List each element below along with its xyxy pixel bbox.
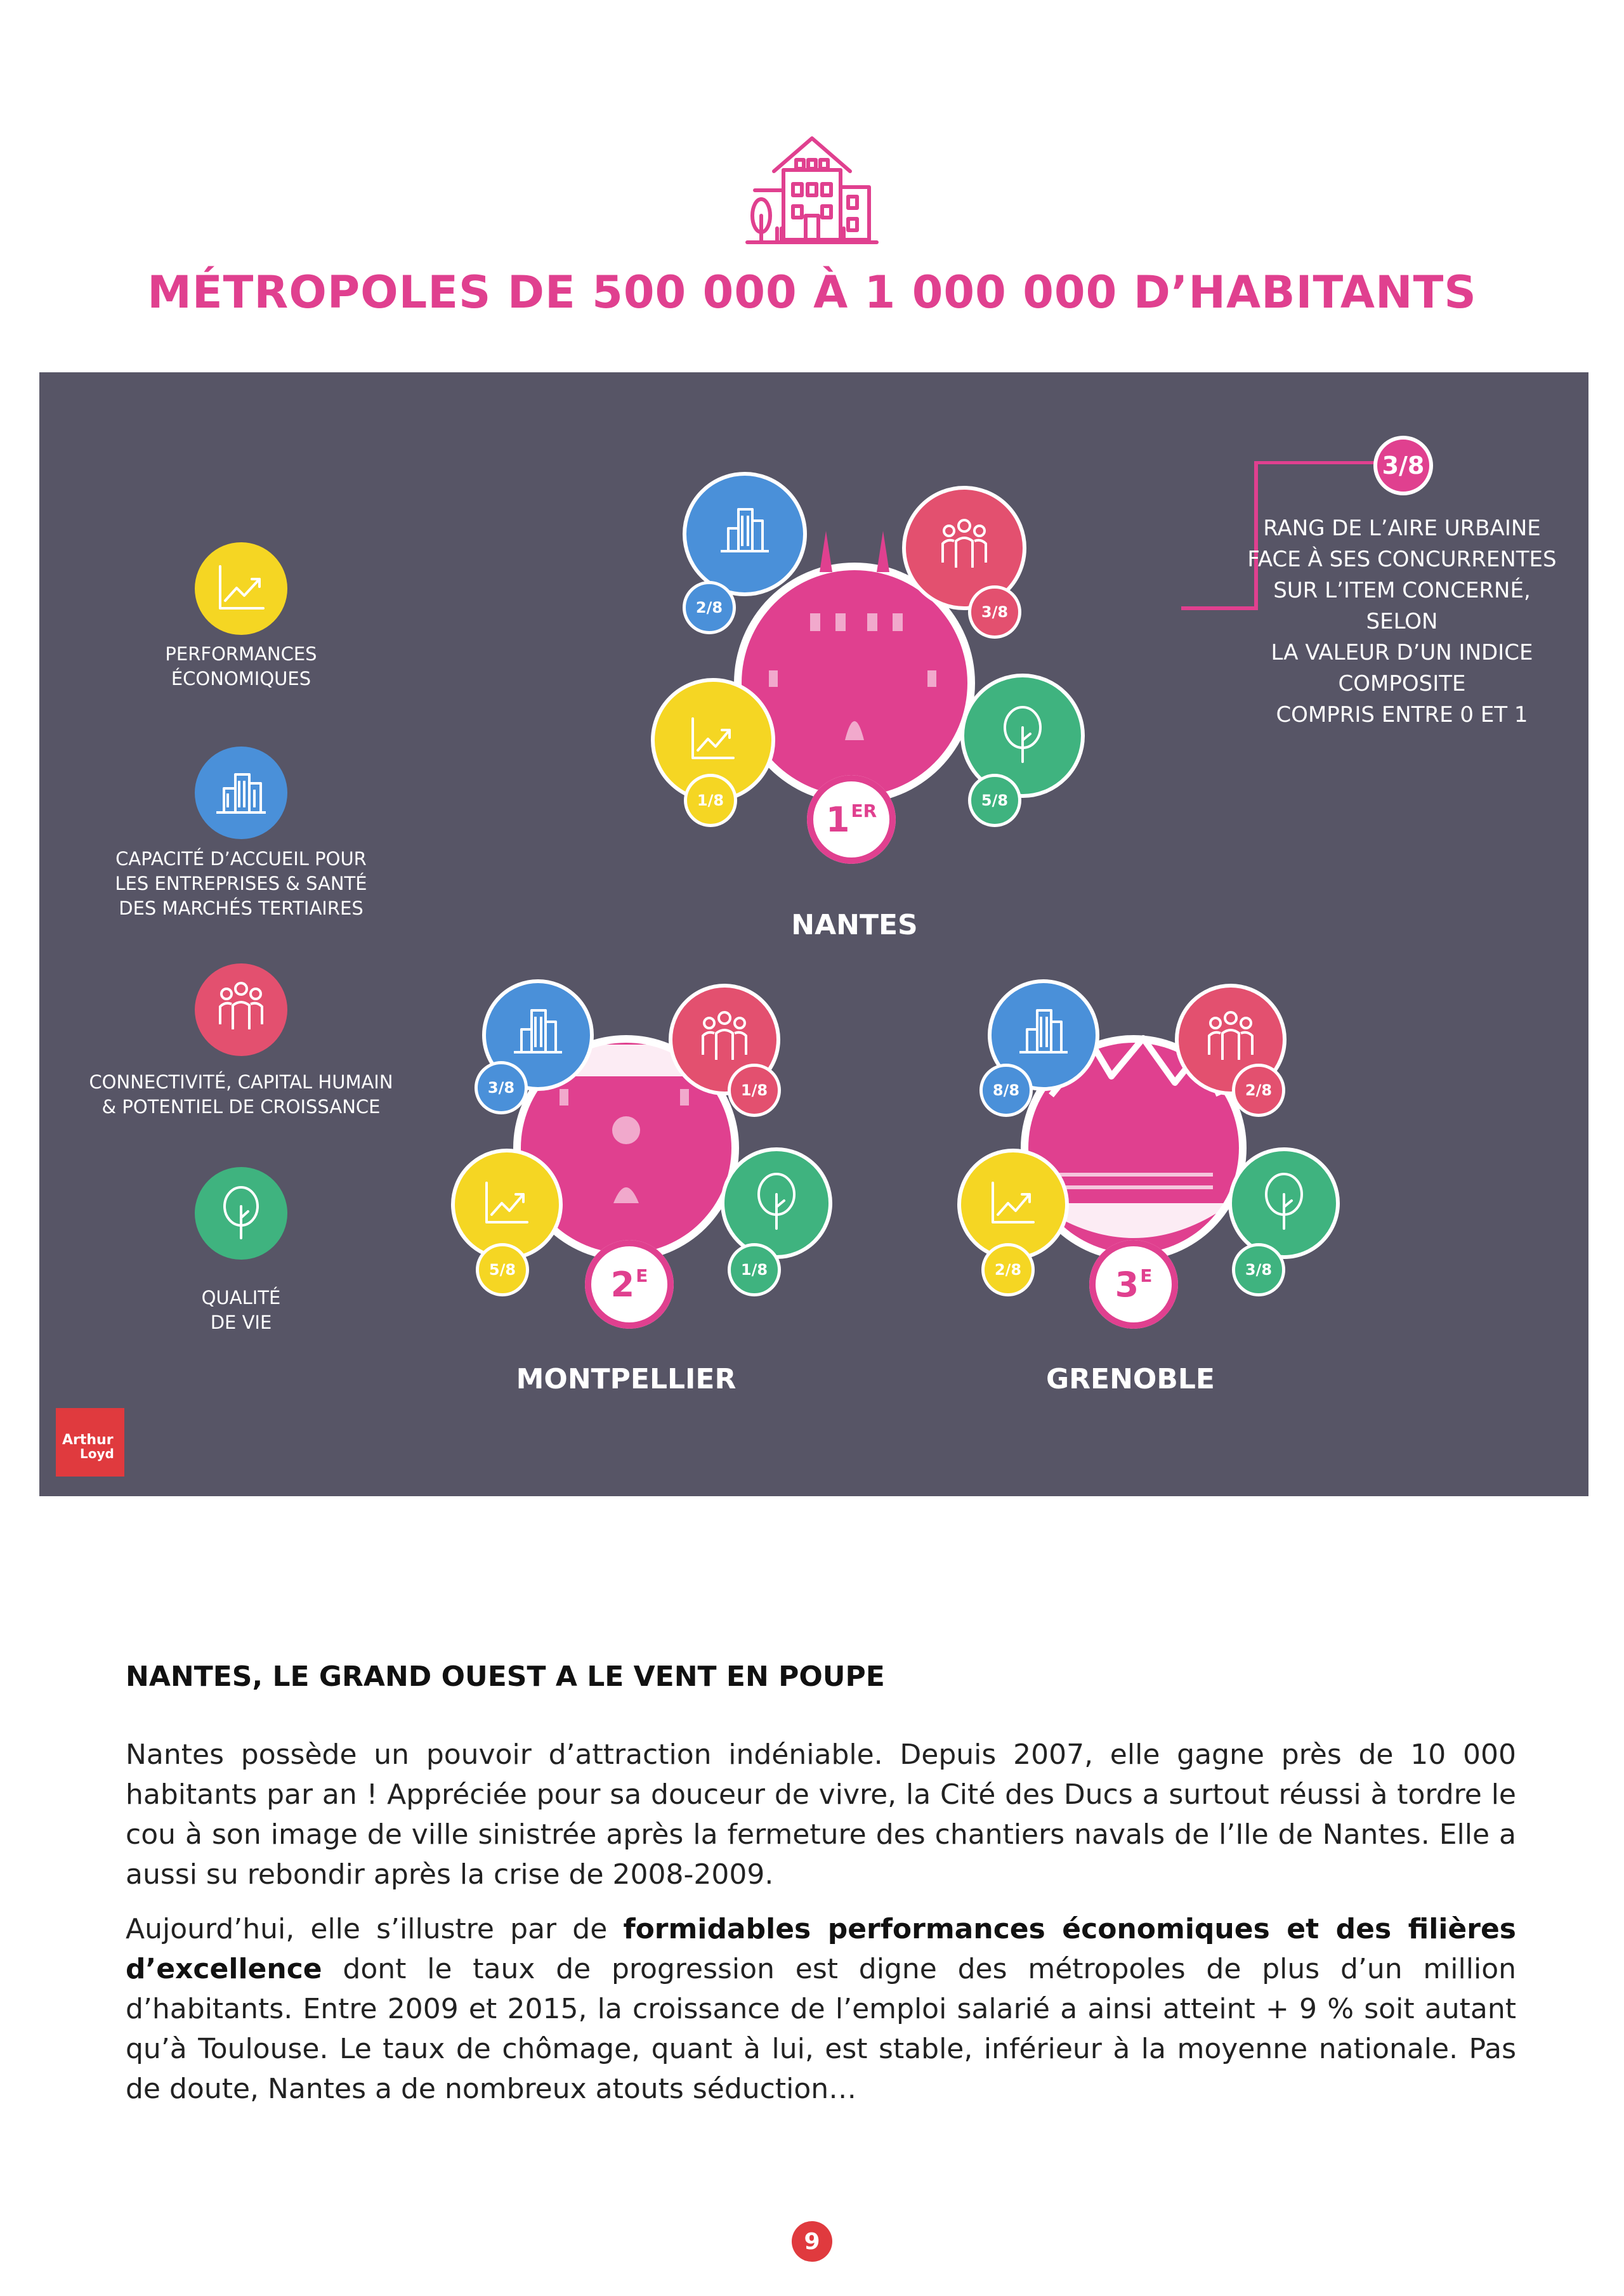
nantes-rank-badge: 1 $^{ER}$ (807, 775, 896, 864)
grenoble-economy-score: 2/8 (981, 1243, 1035, 1296)
infographic-panel (39, 372, 1588, 1496)
legend-label-quality: QUALITÉ DE VIE (201, 1287, 281, 1333)
page-title: MÉTROPOLES DE 500 000 À 1 000 000 D’HABITANTS (147, 266, 1477, 318)
article-heading: NANTES, LE GRAND OUEST A LE VENT EN POUPE (126, 1660, 885, 1693)
city-name-nantes: NANTES (791, 909, 918, 941)
nantes-capacity-score: 2/8 (683, 581, 736, 634)
grenoble-quality-score: 3/8 (1232, 1243, 1285, 1296)
nantes-economy-score: 1/8 (684, 774, 737, 827)
key-explanation: RANG DE L’AIRE URBAINE FACE À SES CONCURRENTES SUR L’ITEM CONCERNÉ, SELON LA VALEUR D’UN INDICE COMPOSITE COMPRIS ENTRE 0 ET 1 (1247, 516, 1557, 727)
city-name-grenoble: GRENOBLE (1046, 1363, 1215, 1395)
article-highlight: formidables performances économiques et des filières d’excellence (126, 1913, 1516, 1985)
grenoble-capacity-score: 8/8 (979, 1064, 1033, 1117)
montpellier-capacity-score: 3/8 (475, 1061, 528, 1114)
nantes-connectivity-score: 3/8 (968, 585, 1021, 639)
article-paragraph-1: Nantes possède un pouvoir d’attraction indéniable. Depuis 2007, elle gagne près de 10 000 habitants par an ! Appréciée pour sa douceur de vivre, la Cité des Ducs a surtout réussi à tordre le cou à son image de ville sinistrée après la fermeture des chantiers navals de l’Ile de Nantes. Elle a aussi su rebondir après la crise de 2008-2009. (126, 1738, 1516, 1891)
city-name-montpellier: MONTPELLIER (516, 1363, 737, 1395)
grenoble-rank-badge: 3 $^E$ (1089, 1240, 1178, 1329)
grenoble-connectivity-score: 2/8 (1232, 1064, 1285, 1117)
legend-label-economy: PERFORMANCES ÉCONOMIQUES (165, 643, 317, 689)
building-icon (742, 127, 882, 247)
key-rank-badge: 3/8 (1373, 436, 1433, 495)
legend-label-capacity: CAPACITÉ D’ACCUEIL POUR LES ENTREPRISES & SANTÉ DES MARCHÉS TERTIAIRES (115, 848, 367, 919)
montpellier-connectivity-score: 1/8 (728, 1064, 781, 1117)
montpellier-rank-badge: 2 $^E$ (585, 1240, 674, 1329)
city-group-nantes (653, 474, 1083, 804)
arthur-loyd-logo: Arthur Loyd (56, 1408, 124, 1477)
page-number: 9 (792, 2221, 832, 2262)
city-group-grenoble (959, 981, 1338, 1261)
nantes-quality-score: 5/8 (968, 774, 1021, 827)
legend-label-connectivity: CONNECTIVITÉ, CAPITAL HUMAIN & POTENTIEL DE CROISSANCE (89, 1071, 393, 1118)
article-paragraph-2: Aujourd’hui, elle s’illustre par de formidables performances économiques et des filières d’excellence dont le taux de progression est digne des métropoles de plus d’un million d’habitants. Entre 2009 et 2015, la croissance de l’emploi salarié a ainsi atteint + 9 % soit autant qu’à Toulouse. Le taux de chômage, quant à lui, est stable, inférieur à la moyenne nationale. Pas de doute, Nantes a de nombreux atouts séduction… (126, 1913, 1516, 2105)
montpellier-quality-score: 1/8 (728, 1243, 781, 1296)
city-group-montpellier (453, 981, 830, 1261)
montpellier-economy-score: 5/8 (476, 1243, 529, 1296)
